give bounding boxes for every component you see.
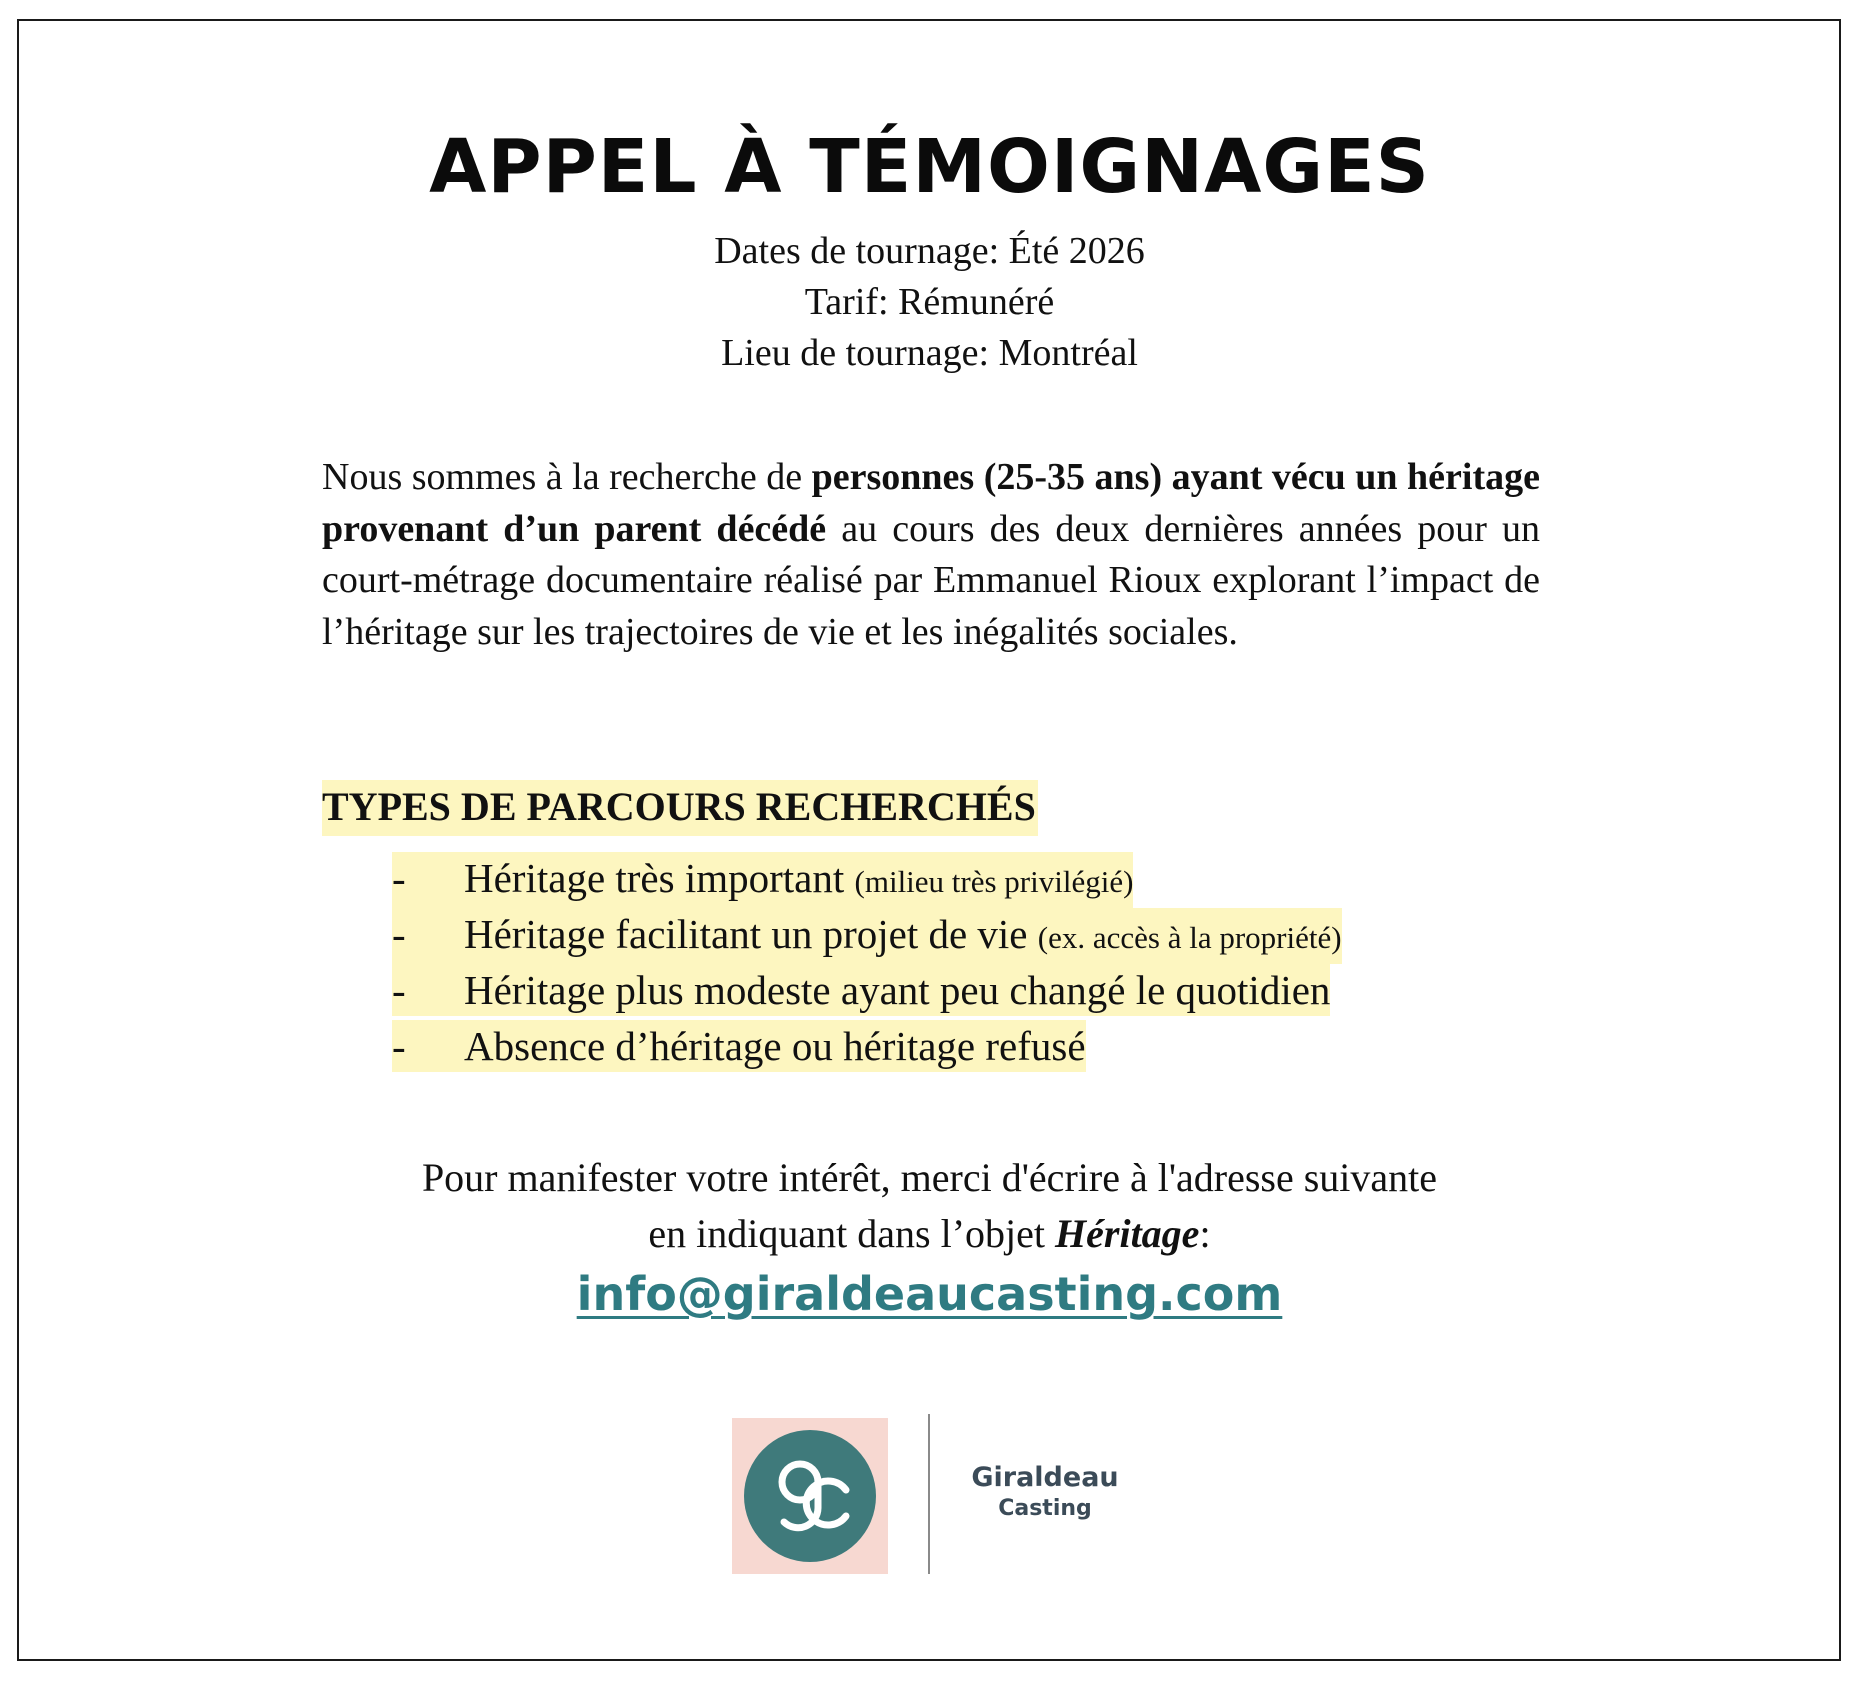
list-item-text: Héritage très important [464,855,855,901]
list-item-note: (milieu très privilégié) [854,864,1134,899]
shoot-dates: Dates de tournage: Été 2026 [714,230,1145,272]
contact-object-prefix: en indiquant dans l’objet [648,1211,1056,1256]
email-link[interactable]: info@giraldeaucasting.com [576,1267,1283,1321]
list-dash: - [392,1023,406,1069]
list-item-note: (ex. accès à la propriété) [1037,920,1342,955]
logo-badge [732,1418,888,1574]
list-item-highlight [392,964,1330,1016]
logo-circle [744,1430,876,1562]
intro-text-start: Nous sommes à la recherche de [322,456,812,498]
contact-instructions [0,1150,1859,1262]
list-dash: - [392,911,406,957]
shoot-location: Lieu de tournage: Montréal [721,332,1138,374]
list-item [392,908,1342,964]
contact-line-2 [0,1206,1859,1262]
list-dash: - [392,967,406,1013]
brand-subtitle: Casting [998,1496,1092,1521]
list-item-highlight [392,908,1342,964]
brand-name: Giraldeau [971,1462,1119,1493]
logo-divider [928,1414,930,1574]
section-heading: TYPES DE PARCOURS RECHERCHÉS [322,780,1038,836]
intro-text-end: au cours des deux dernières années pour un court-métrage documentaire réalisé par Emmanuel Rioux explorant l’impact de l’héritage sur les trajectoires de vie et les inégalités sociales. [322,507,1540,653]
contact-object-suffix: : [1199,1211,1211,1256]
list-item-text: Absence d’héritage ou héritage refusé [464,1023,1086,1069]
profile-list [392,852,1342,1076]
shoot-rate: Tarif: Rémunéré [804,281,1055,323]
list-item-highlight [392,852,1133,908]
intro-paragraph [322,452,1540,658]
list-item-text: Héritage facilitant un projet de vie [464,911,1038,957]
list-dash: - [392,855,406,901]
brand-wordmark [960,1462,1130,1524]
contact-line-1: Pour manifester votre intérêt, merci d'écrire à l'adresse suivante [421,1155,1438,1200]
list-item [392,964,1342,1020]
list-item-highlight [392,1020,1086,1072]
contact-object-keyword: Héritage [1055,1211,1200,1256]
list-item [392,852,1342,908]
page-title: APPEL À TÉMOIGNAGES [429,124,1430,210]
list-item-text: Héritage plus modeste ayant peu changé le quotidien [464,967,1331,1013]
gc-monogram-icon [744,1430,876,1562]
shoot-details [0,226,1859,379]
list-item [392,1020,1342,1076]
intro-bold-criteria: personnes (25-35 ans) ayant vécu un héritage provenant d’un parent décédé [322,456,1540,550]
